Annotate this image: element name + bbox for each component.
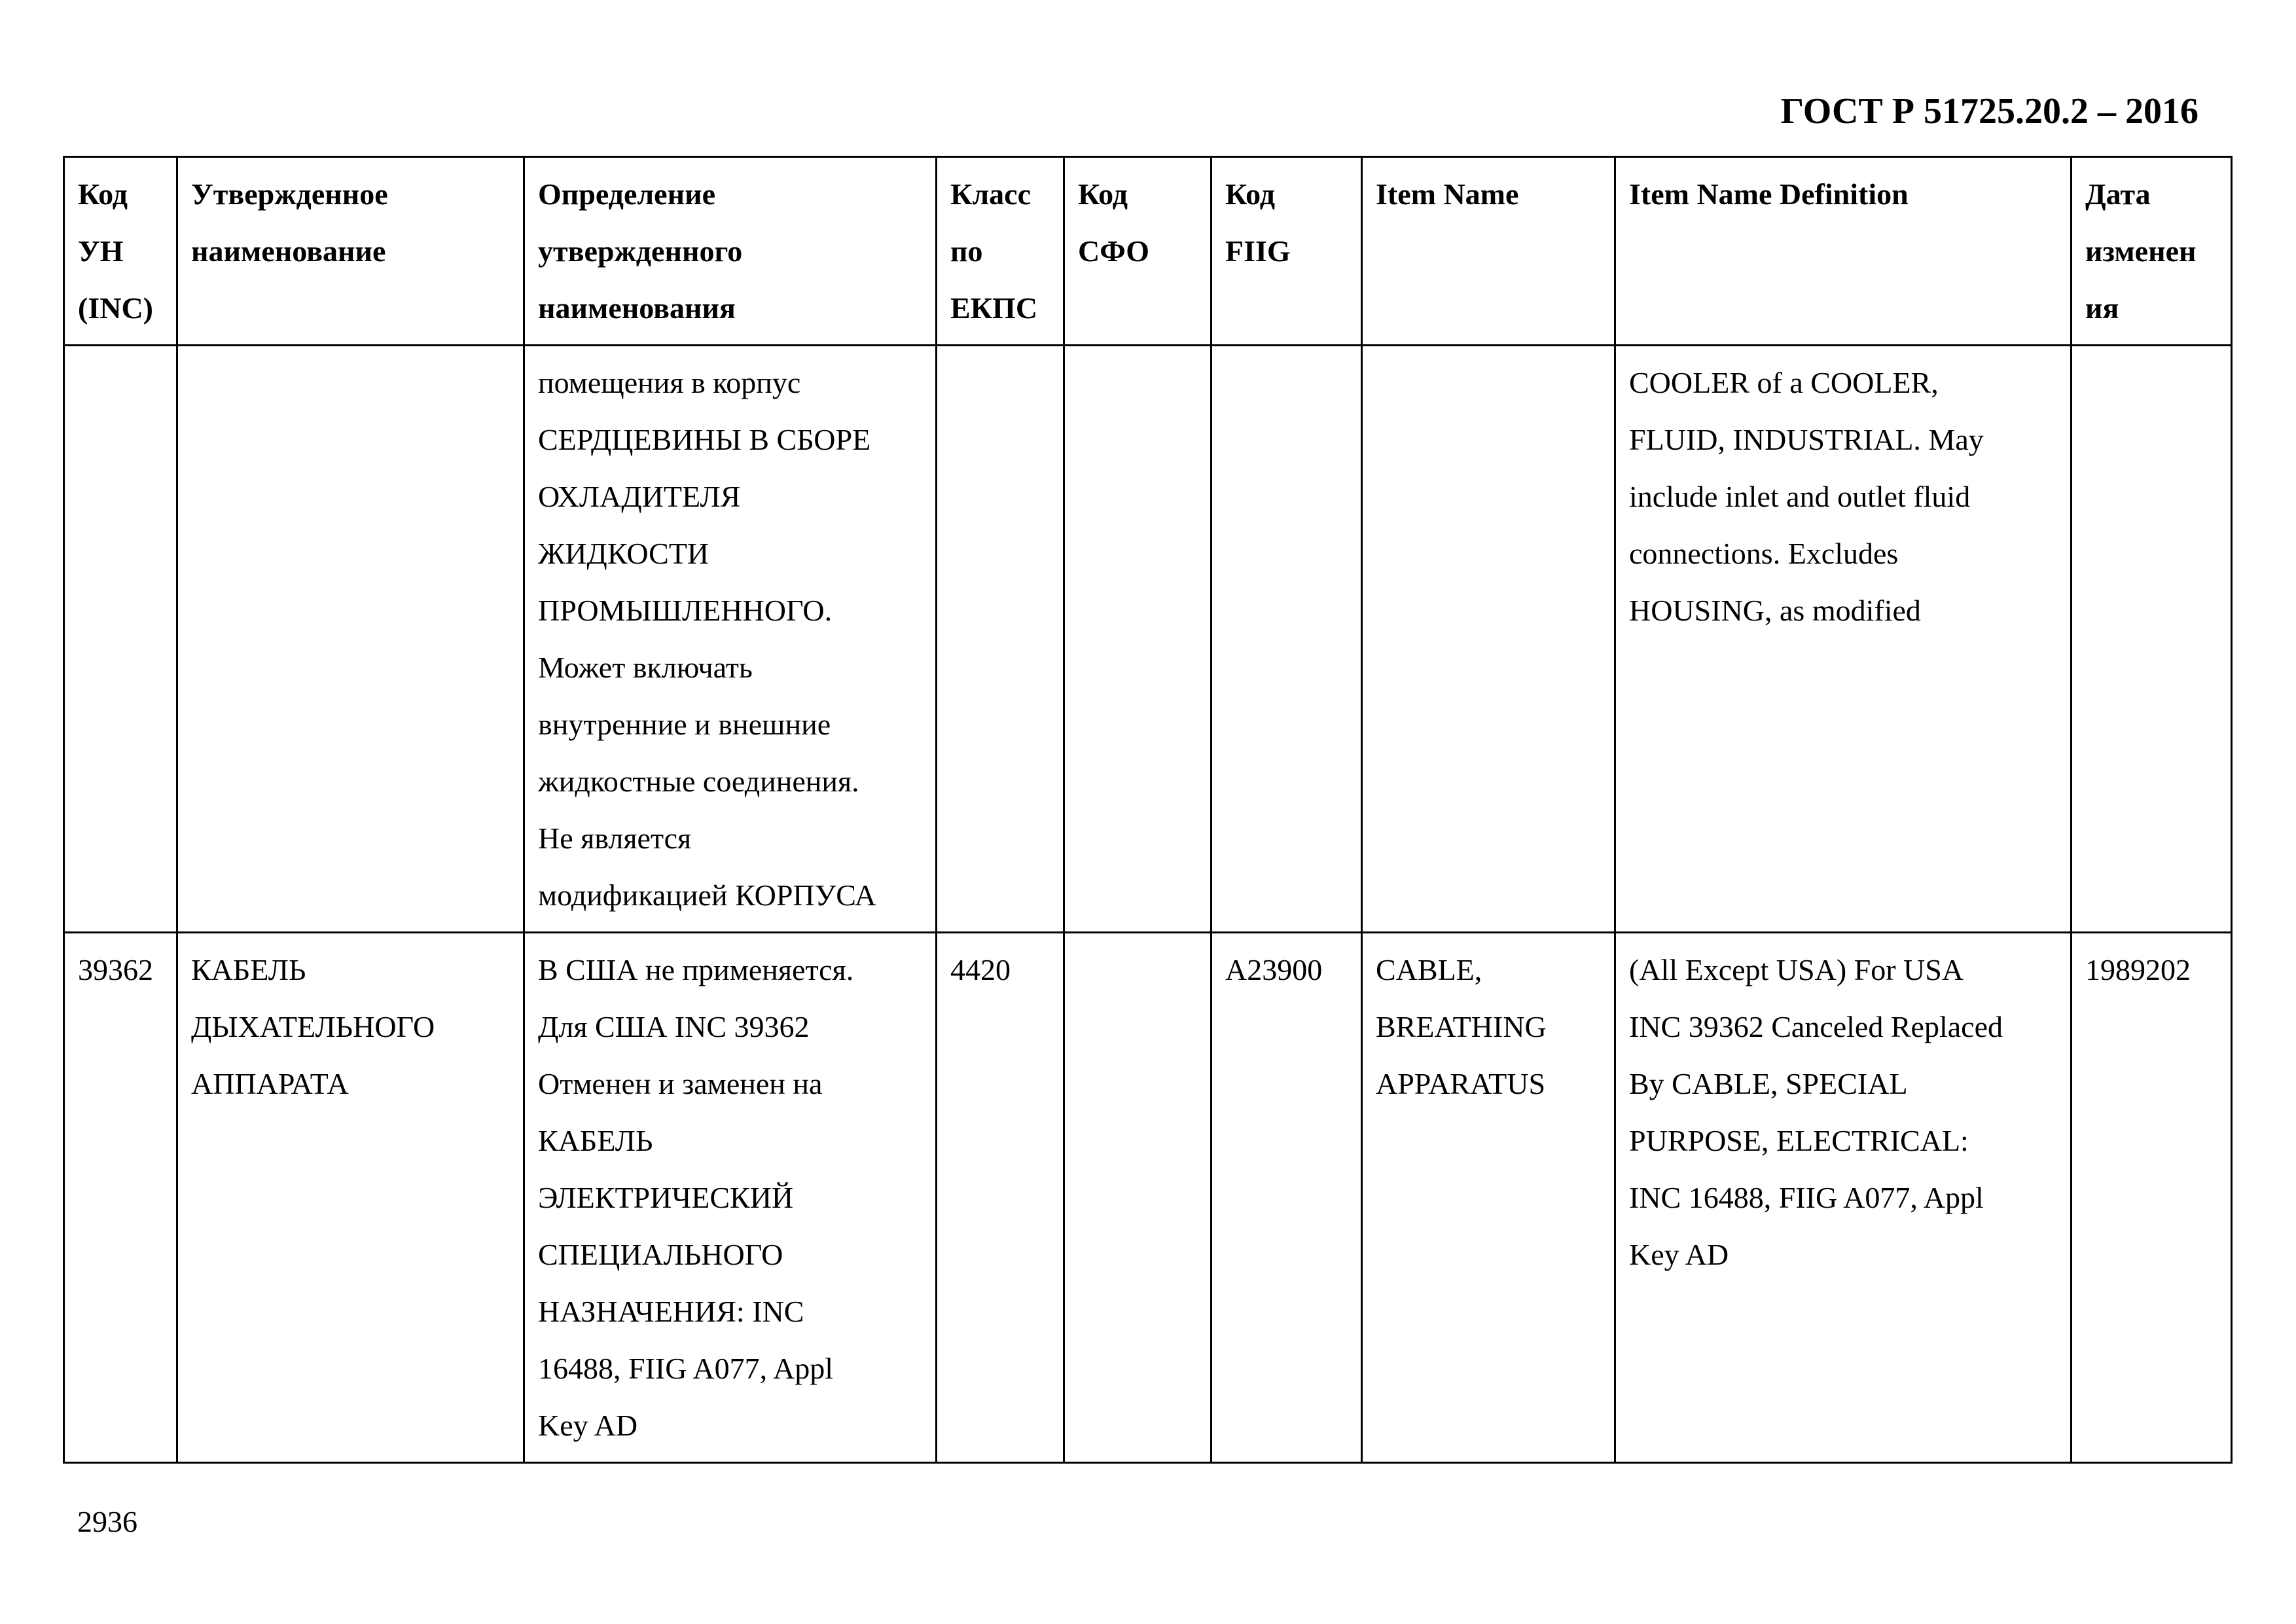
cell-item-name-definition: (All Except USA) For USA INC 39362 Canceled Replaced By CABLE, SPECIAL PURPOSE, ELECTRICAL: INC 16488, FIIG A077, Appl Key AD xyxy=(1615,933,2072,1463)
header-change-date: Дата изменен ия xyxy=(2072,157,2232,346)
header-ekps-class: Класс по ЕКПС xyxy=(937,157,1064,346)
cell-fiig-code xyxy=(1211,346,1362,933)
cell-item-name-definition: COOLER of a COOLER, FLUID, INDUSTRIAL. May include inlet and outlet fluid connections. Excludes HOUSING, as modified xyxy=(1615,346,2072,933)
cell-approved-name xyxy=(177,346,524,933)
cell-sfo-code xyxy=(1064,933,1211,1463)
cell-ekps-class xyxy=(937,346,1064,933)
table-row xyxy=(64,346,2232,933)
cell-inc-code xyxy=(64,346,177,933)
cell-approved-name-definition: В США не применяется. Для США INC 39362 Отменен и заменен на КАБЕЛЬ ЭЛЕКТРИЧЕСКИЙ СПЕЦИАЛЬНОГО НАЗНАЧЕНИЯ: INC 16488, FIIG A077, Appl Key AD xyxy=(524,933,937,1463)
cell-item-name: CABLE, BREATHING APPARATUS xyxy=(1362,933,1615,1463)
cell-change-date: 1989202 xyxy=(2072,933,2232,1463)
header-item-name-definition: Item Name Definition xyxy=(1615,157,2072,346)
page-number: 2936 xyxy=(77,1505,137,1538)
cell-change-date xyxy=(2072,346,2232,933)
cell-sfo-code xyxy=(1064,346,1211,933)
inc-codes-table xyxy=(63,156,2233,1464)
document-standard-title: ГОСТ Р 51725.20.2 – 2016 xyxy=(1780,91,2198,132)
cell-fiig-code: A23900 xyxy=(1211,933,1362,1463)
cell-ekps-class: 4420 xyxy=(937,933,1064,1463)
cell-approved-name-definition: помещения в корпус СЕРДЦЕВИНЫ В СБОРЕ ОХЛАДИТЕЛЯ ЖИДКОСТИ ПРОМЫШЛЕННОГО. Может включать внутренние и внешние жидкостные соединения. Не является модификацией КОРПУСА xyxy=(524,346,937,933)
header-item-name: Item Name xyxy=(1362,157,1615,346)
cell-item-name xyxy=(1362,346,1615,933)
cell-inc-code: 39362 xyxy=(64,933,177,1463)
header-fiig-code: Код FIIG xyxy=(1211,157,1362,346)
header-approved-name-definition: Определение утвержденного наименования xyxy=(524,157,937,346)
header-inc-code: Код УН (INC) xyxy=(64,157,177,346)
header-sfo-code: Код СФО xyxy=(1064,157,1211,346)
cell-approved-name: КАБЕЛЬ ДЫХАТЕЛЬНОГО АППАРАТА xyxy=(177,933,524,1463)
header-approved-name: Утвержденное наименование xyxy=(177,157,524,346)
table-row xyxy=(64,933,2232,1463)
table-header-row xyxy=(64,157,2232,346)
